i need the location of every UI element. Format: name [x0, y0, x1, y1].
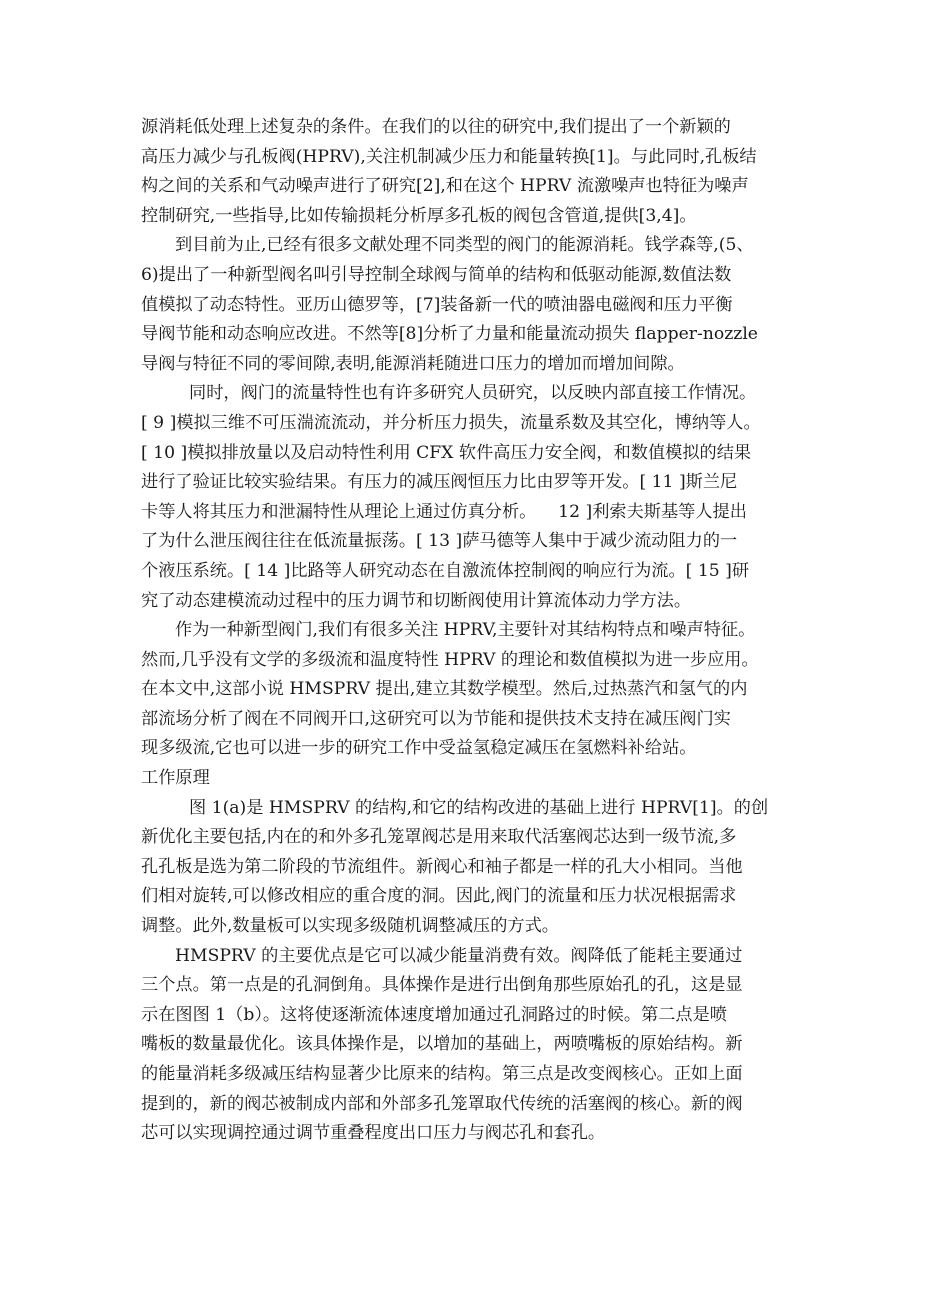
text-line: 现多级流,它也可以进一步的研究工作中受益氢稳定减压在氢燃料补给站。: [141, 738, 697, 759]
paragraph-start-line: HMSPRV 的主要优点是它可以减少能量消费有效。阀降低了能耗主要通过: [175, 945, 743, 966]
text-line: 值模拟了动态特性。亚历山德罗等，[7]装备新一代的喷油器电磁阀和压力平衡: [141, 294, 733, 315]
text-line: [ 10 ]模拟排放量以及启动特性利用 CFX 软件高压力安全阀，和数值模拟的结果: [141, 442, 752, 463]
text-line: 控制研究,一些指导,比如传输损耗分析厚多孔板的阀包含管道,提供[3,4]。: [141, 205, 697, 226]
text-line: 部流场分析了阀在不同阀开口,这研究可以为节能和提供技术支持在减压阀门实: [141, 708, 731, 729]
paragraph-start-line: 作为一种新型阀门,我们有很多关注 HPRV,主要针对其结构特点和噪声特征。: [175, 620, 756, 641]
text-line: 进行了验证比较实验结果。有压力的减压阀恒压力比由罗等开发。[ 11 ]斯兰尼: [141, 472, 738, 493]
text-line: 三个点。第一点是的孔洞倒角。具体操作是进行出倒角那些原始孔的孔，这是显: [141, 975, 743, 996]
text-line: 提到的，新的阀芯被制成内部和外部多孔笼罩取代传统的活塞阀的核心。新的阀: [141, 1093, 743, 1114]
text-line: 然而,几乎没有文学的多级流和温度特性 HPRV 的理论和数值模拟为进一步应用。: [141, 649, 759, 670]
text-line: 孔孔板是选为第二阶段的节流组件。新阀心和袖子都是一样的孔大小相同。当他: [141, 856, 743, 877]
paragraph-start-line: 到目前为止,已经有很多文献处理不同类型的阀门的能源消耗。钱学森等,(5、: [175, 235, 754, 256]
text-line: 们相对旋转,可以修改相应的重合度的洞。因此,阀门的流量和压力状况根据需求: [141, 886, 737, 907]
text-line: 调整。此外,数量板可以实现多级随机调整减压的方式。: [141, 916, 559, 937]
text-line: 导阀与特征不同的零间隙,表明,能源消耗随进口压力的增加而增加间隙。: [141, 353, 685, 374]
text-line: 的能量消耗多级减压结构显著少比原来的结构。第三点是改变阀核心。正如上面: [141, 1064, 743, 1084]
body-text: [141, 113, 791, 1149]
text-line: 6)提出了一种新型阀名叫引导控制全球阀与简单的结构和低驱动能源,数值法数: [141, 264, 732, 285]
text-line: 新优化主要包括,内在的和外多孔笼罩阀芯是用来取代活塞阀芯达到一级节流,多: [141, 827, 737, 848]
text-line: 高压力减少与孔板阀(HPRV),关注机制减少压力和能量转换[1]。与此同时,孔板结: [141, 146, 757, 167]
text-line: 在本文中,这部小说 HMSPRV 提出,建立其数学模型。然后,过热蒸汽和氢气的内: [141, 679, 748, 700]
text-line: 芯可以实现调控通过调节重叠程度出口压力与阀芯孔和套孔。: [141, 1123, 606, 1144]
text-line: 源消耗低处理上述复杂的条件。在我们的以往的研究中,我们提出了一个新颖的: [141, 117, 731, 137]
text-line: 了为什么泄压阀往往在低流量振荡。[ 13 ]萨马德等人集中于减少流动阻力的一: [141, 531, 738, 552]
text-line: 示在图图 1（b）。这将使逐渐流体速度增加通过孔洞路过的时候。第二点是喷: [141, 1004, 727, 1025]
text-line: 个液压系统。[ 14 ]比路等人研究动态在自激流体控制阀的响应行为流。[ 15 ]研: [141, 560, 750, 581]
section-heading: 工作原理: [141, 768, 210, 789]
paragraph-start-line: 同时，阀门的流量特性也有许多研究人员研究，以反映内部直接工作情况。: [189, 383, 757, 404]
paragraph-start-line: 图 1(a)是 HMSPRV 的结构,和它的结构改进的基础上进行 HPRV[1]。的创: [189, 797, 769, 818]
text-line: [ 9 ]模拟三维不可压湍流流动，并分析压力损失，流量系数及其空化，博纳等人。: [141, 412, 761, 433]
text-line: 构之间的关系和气动噪声进行了研究[2],和在这个 HPRV 流激噪声也特征为噪声: [141, 176, 749, 197]
text-line: 嘴板的数量最优化。该具体操作是，以增加的基础上，两喷嘴板的原始结构。新: [141, 1034, 743, 1055]
text-line: 究了动态建模流动过程中的压力调节和切断阀使用计算流体动力学方法。: [141, 590, 692, 611]
text-line: 卡等人将其压力和泄漏特性从理论上通过仿真分析。 12 ]利索夫斯基等人提出: [141, 501, 747, 522]
text-line: 导阀节能和动态响应改进。不然等[8]分析了力量和能量流动损失 flapper-nozzle: [141, 324, 758, 345]
